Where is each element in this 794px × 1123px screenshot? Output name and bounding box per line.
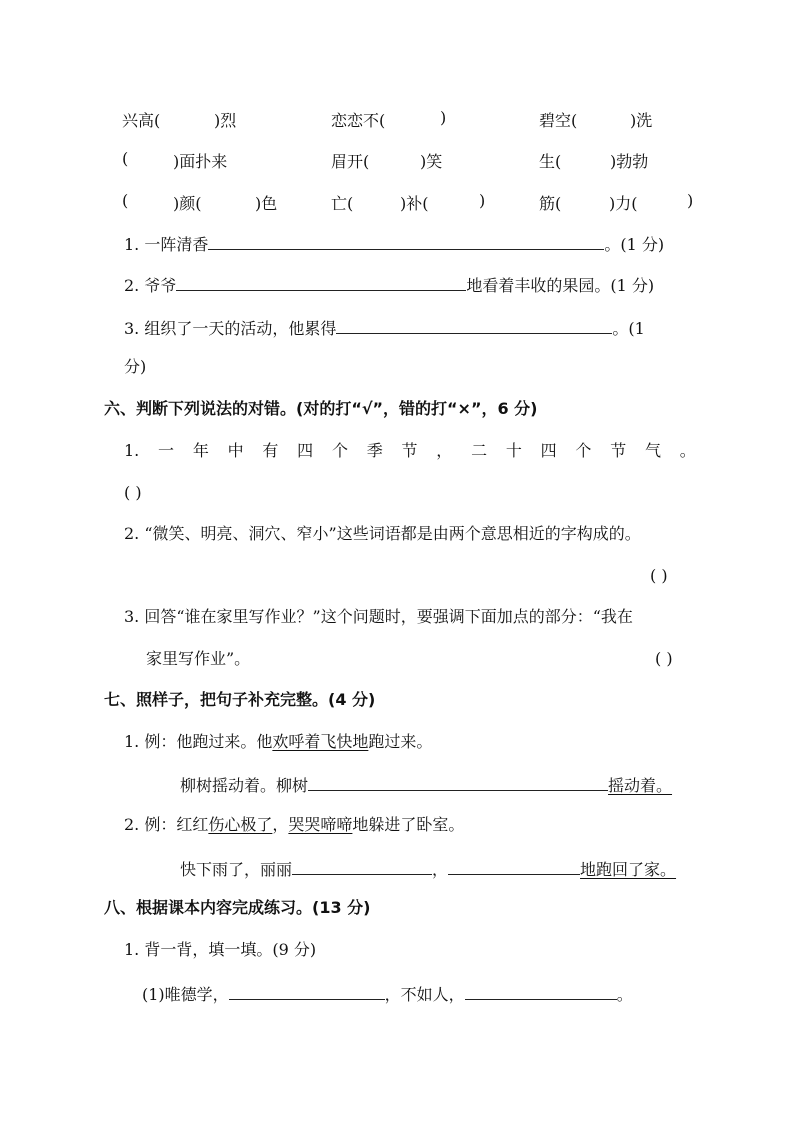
idiom-3b: )洗 <box>630 111 653 130</box>
s6-q1-char: 气 <box>644 441 661 460</box>
s6-q1-char: 个 <box>331 441 348 460</box>
s6-q2-paren[interactable]: ( ) <box>650 566 668 585</box>
s7-q1-blank[interactable] <box>308 773 608 791</box>
s6-q3-wrap: 家里写作业”。 <box>146 649 251 668</box>
fill-q3-wrap: 分) <box>124 357 147 376</box>
idiom-9b: )力( <box>609 194 638 213</box>
section-6-title: 六、判断下列说法的对错。(对的打“√”，错的打“×”，6 分) <box>104 399 538 418</box>
fill-question-1 <box>124 232 664 255</box>
fill-question-2 <box>124 273 654 296</box>
s6-q1-char: 四 <box>297 441 314 460</box>
fill-q2-blank[interactable] <box>176 273 466 291</box>
idiom-9a: 筋( <box>539 194 562 213</box>
s8-line1-mid: ，不如人， <box>384 985 465 1004</box>
fill-q2-suffix: 地看着丰收的果园。(1 分) <box>466 276 655 295</box>
s8-line-1 <box>142 982 633 1005</box>
s7-q1-example <box>124 732 432 752</box>
s6-q1-char: 季 <box>366 441 383 460</box>
s8-line1-prefix: (1)唯德学， <box>142 985 229 1004</box>
idiom-5a: 眉开( <box>331 152 370 171</box>
idiom-7a: ( <box>122 191 129 210</box>
s7-q2-example <box>124 815 464 835</box>
fill-question-3 <box>124 316 645 339</box>
idiom-1b: )烈 <box>214 111 237 130</box>
idiom-6a: 生( <box>539 152 562 171</box>
s6-q1-char: 有 <box>262 441 279 460</box>
idiom-4b: )面扑来 <box>173 152 228 171</box>
s6-q1-char: 个 <box>575 441 592 460</box>
idiom-9c: ) <box>687 191 694 210</box>
idiom-2a: 恋恋不( <box>331 111 386 130</box>
fill-q2-prefix: 2. 爷爷 <box>124 276 177 295</box>
s7-q2-ex-underlined-1: 伤心极了 <box>208 815 273 834</box>
s7-q2-task-comma: ， <box>432 860 449 879</box>
idiom-5b: )笑 <box>420 152 443 171</box>
s6-question-3: 3. 回答“谁在家里写作业？”这个问题时，要强调下面加点的部分：“我在 <box>124 607 633 626</box>
s6-q1-char: 四 <box>540 441 557 460</box>
s7-q1-task-prefix: 柳树摇动着。柳树 <box>180 776 309 795</box>
idiom-7c: )色 <box>255 194 278 213</box>
s6-q3-paren[interactable]: ( ) <box>655 649 673 668</box>
idiom-7b: )颜( <box>173 194 202 213</box>
fill-q3-blank[interactable] <box>336 316 612 334</box>
s8-line1-blank-1[interactable] <box>229 982 385 1000</box>
s6-question-2: 2. “微笑、明亮、洞穴、窄小”这些词语都是由两个意思相近的字构成的。 <box>124 524 641 543</box>
s6-question-1 <box>124 441 696 461</box>
section-8-title: 八、根据课本内容完成练习。(13 分) <box>104 898 371 917</box>
s6-q1-char: 节 <box>401 441 418 460</box>
s8-line1-suffix: 。 <box>616 985 633 1004</box>
s6-q1-char: 年 <box>192 441 209 460</box>
s7-q2-blank-1[interactable] <box>292 857 432 875</box>
s6-q1-paren[interactable]: ( ) <box>124 483 142 502</box>
s7-q1-ex-prefix: 1. 例：他跑过来。他 <box>124 732 273 751</box>
s7-q2-task-suffix: 地跑回了家。 <box>580 860 677 879</box>
fill-q1-blank[interactable] <box>208 232 604 250</box>
idiom-4a: ( <box>122 149 129 168</box>
fill-q3-suffix: 。(1 <box>612 319 645 338</box>
s6-q1-char: 二 <box>471 441 488 460</box>
s7-q1-task-suffix: 摇动着。 <box>608 776 673 795</box>
fill-q1-suffix: 。(1 分) <box>604 235 665 254</box>
s6-q1-char: 。 <box>679 441 696 460</box>
s6-q1-char: 节 <box>610 441 627 460</box>
s6-q1-char: 十 <box>505 441 522 460</box>
idiom-1a: 兴高( <box>122 111 161 130</box>
s7-q2-blank-2[interactable] <box>448 857 580 875</box>
section-7-title: 七、照样子，把句子补充完整。(4 分) <box>104 690 376 709</box>
idiom-2b: ) <box>440 108 447 127</box>
idiom-8b: )补( <box>400 194 429 213</box>
idiom-8c: ) <box>479 191 486 210</box>
s7-q1-ex-suffix: 跑过来。 <box>368 732 433 751</box>
idiom-3a: 碧空( <box>539 111 578 130</box>
idiom-8a: 亡( <box>331 194 354 213</box>
s7-q1-task <box>180 773 672 796</box>
s7-q2-ex-prefix: 2. 例：红红 <box>124 815 209 834</box>
s6-q1-char: 一 <box>158 441 175 460</box>
s7-q2-task-prefix: 快下雨了，丽丽 <box>180 860 293 879</box>
s6-q1-char: 中 <box>227 441 244 460</box>
s6-q1-char: ， <box>436 441 453 460</box>
s7-q2-ex-underlined-2: 哭哭啼啼 <box>288 815 353 834</box>
s6-q1-char: 1. <box>124 441 140 460</box>
s7-q1-ex-underlined: 欢呼着飞快地 <box>272 732 369 751</box>
fill-q3-prefix: 3. 组织了一天的活动，他累得 <box>124 319 337 338</box>
fill-q1-prefix: 1. 一阵清香 <box>124 235 209 254</box>
s7-q2-task <box>180 857 676 880</box>
s7-q2-ex-suffix: 地躲进了卧室。 <box>352 815 465 834</box>
s8-sub-1: 1. 背一背，填一填。(9 分) <box>124 940 317 959</box>
s7-q2-ex-comma: ， <box>272 815 289 834</box>
idiom-6b: )勃勃 <box>610 152 649 171</box>
s8-line1-blank-2[interactable] <box>465 982 617 1000</box>
